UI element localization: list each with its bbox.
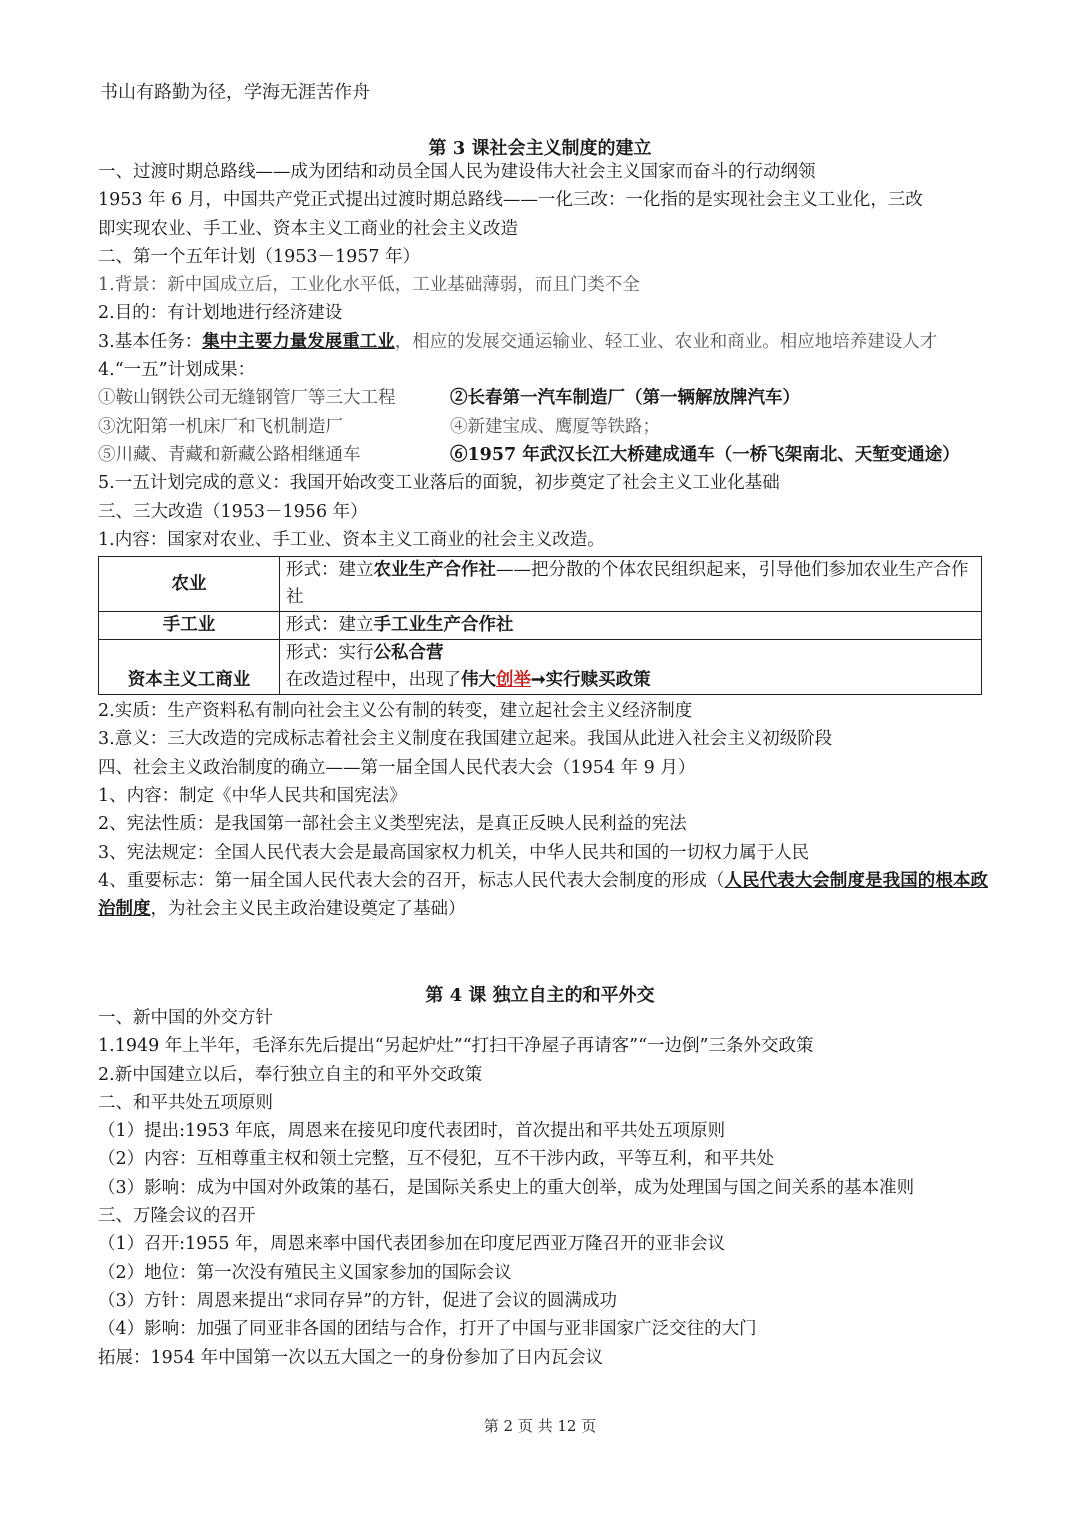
lesson4-body — [98, 1004, 988, 1372]
text: 形式：实行 — [286, 643, 374, 664]
result-item: ①鞍山钢铁公司无缝钢管厂等三大工程 — [98, 388, 396, 409]
paragraph: 2、宪法性质：是我国第一部社会主义类型宪法，是真正反映人民利益的宪法 — [98, 814, 687, 835]
key-term: 人民代表大会制度是我国的根本政治制度 — [98, 870, 988, 920]
paragraph: （2）内容：互相尊重主权和领土完整，互不侵犯，互不干涉内政，平等互利，和平共处 — [98, 1149, 775, 1170]
section-heading: 一、过渡时期总路线——成为团结和动员全国人民为建设伟大社会主义国家而奋斗的行动纲领 — [98, 162, 816, 182]
result-item: ④新建宝成、鹰厦等铁路； — [450, 416, 660, 437]
table-row — [99, 612, 982, 640]
table-row — [99, 640, 982, 695]
paragraph: 1.1949 年上半年，毛泽东先后提出“另起炉灶”“打扫干净屋子再请客”“一边倒”三条外交政策 — [98, 1036, 814, 1057]
paragraph: 2.实质：生产资料私有制向社会主义公有制的转变，建立起社会主义经济制度 — [98, 701, 693, 722]
section-heading: 二、和平共处五项原则 — [98, 1092, 273, 1113]
paragraph: （1）提出:1953 年底，周恩来在接见印度代表团时，首次提出和平共处五项原则 — [98, 1121, 726, 1142]
result-item: ⑥1957 年武汉长江大桥建成通车（一桥飞架南北、天堑变通途） — [450, 444, 960, 465]
paragraph: （2）地位：第一次没有殖民主义国家参加的国际会议 — [98, 1262, 512, 1283]
table-row — [99, 557, 982, 612]
key-term: 集中主要力量发展重工业 — [202, 331, 395, 352]
key-term: 赎买政策 — [580, 670, 651, 691]
table-key: 资本主义工商业 — [99, 640, 280, 695]
paragraph: 5.一五计划完成的意义：我国开始改变工业落后的面貌，初步奠定了社会主义工业化基础 — [98, 473, 780, 494]
results-row — [98, 413, 988, 441]
paragraph: 1.背景：新中国成立后，工业化水平低，工业基础薄弱，而且门类不全 — [98, 275, 640, 296]
section-heading: 三、万隆会议的召开 — [98, 1206, 256, 1227]
table-key: 农业 — [99, 557, 280, 612]
reform-table — [98, 556, 982, 695]
paragraph: （3）影响：成为中国对外政策的基石，是国际关系史上的重大创举，成为处理国与国之间关系的基本准则 — [98, 1177, 915, 1198]
lesson4-title: 第 4 课 独立自主的和平外交 — [425, 985, 655, 1006]
text: ——把分散的个体农民组织起来，引导他们参加农业生产合作社 — [286, 560, 969, 608]
key-term: 伟大 — [461, 670, 496, 691]
table-key: 手工业 — [99, 612, 280, 640]
paragraph: 1.内容：国家对农业、手工业、资本主义工商业的社会主义改造。 — [98, 529, 605, 550]
paragraph: 即实现农业、手工业、资本主义工商业的社会主义改造 — [98, 218, 518, 239]
section-heading: 三、三大改造（1953－1956 年） — [98, 501, 368, 522]
paragraph: 2.新中国建立以后，奉行独立自主的和平外交政策 — [98, 1064, 483, 1085]
section-heading: 二、第一个五年计划（1953－1957 年） — [98, 246, 421, 267]
table-cell — [280, 612, 982, 640]
key-term: 手工业生产合作社 — [373, 615, 514, 636]
text: ，为社会主义民主政治建设奠定了基础） — [150, 899, 466, 920]
key-term: 公私合营 — [373, 643, 444, 664]
result-item: ⑤川藏、青藏和新藏公路相继通车 — [98, 444, 361, 465]
paragraph: （4）影响：加强了同亚非各国的团结与合作，打开了中国与亚非国家广泛交往的大门 — [98, 1319, 757, 1340]
paragraph — [98, 867, 988, 924]
text: 3.基本任务： — [98, 331, 203, 352]
results-row — [98, 441, 988, 469]
paragraph: 3、宪法规定：全国人民代表大会是最高国家权力机关，中华人民共和国的一切权力属于人民 — [98, 842, 810, 863]
text: 形式：建立 — [286, 615, 374, 636]
result-item: ③沈阳第一机床厂和飞机制造厂 — [98, 416, 343, 437]
paragraph: （3）方针：周恩来提出“求同存异”的方针，促进了会议的圆满成功 — [98, 1290, 618, 1311]
arrow-text: ➞实行 — [531, 670, 581, 691]
paragraph: 4.“一五”计划成果： — [98, 360, 256, 381]
paragraph: 3.意义：三大改造的完成标志着社会主义制度在我国建立起来。我国从此进入社会主义初级阶段 — [98, 729, 833, 750]
paragraph: （1）召开:1955 年，周恩来率中国代表团参加在印度尼西亚万隆召开的亚非会议 — [98, 1234, 726, 1255]
result-item: ②长春第一汽车制造厂（第一辆解放牌汽车） — [450, 388, 800, 409]
lesson3-body — [98, 158, 988, 924]
table-cell — [280, 640, 982, 695]
paragraph: 1、内容：制定《中华人民共和国宪法》 — [98, 786, 407, 807]
table-cell — [280, 557, 982, 612]
text: 4、重要标志：第一届全国人民代表大会的召开，标志人民代表大会制度的形成（ — [98, 870, 725, 891]
section-heading: 一、新中国的外交方针 — [98, 1008, 273, 1028]
section-heading: 四、社会主义政治制度的确立——第一届全国人民代表大会（1954 年 9 月） — [98, 757, 696, 778]
header-motto: 书山有路勤为径，学海无涯苦作舟 — [100, 82, 370, 103]
paragraph: 1953 年 6 月，中国共产党正式提出过渡时期总路线——一化三改：一化指的是实现社会主义工业化，三改 — [98, 190, 923, 211]
page-footer: 第 2 页 共 12 页 — [483, 1417, 597, 1435]
paragraph: 拓展：1954 年中国第一次以五大国之一的身份参加了日内瓦会议 — [98, 1347, 604, 1368]
text: 形式：建立 — [286, 560, 374, 581]
highlight-term: 创举 — [496, 670, 531, 691]
results-row — [98, 384, 988, 412]
text: ，相应的发展交通运输业、轻工业、农业和商业。相应地培养建设人才 — [394, 331, 938, 352]
lesson3-title: 第 3 课社会主义制度的建立 — [428, 138, 652, 159]
key-term: 农业生产合作社 — [373, 560, 496, 581]
paragraph: 2.目的：有计划地进行经济建设 — [98, 303, 343, 324]
paragraph — [98, 328, 988, 356]
text: 在改造过程中，出现了 — [286, 670, 461, 691]
